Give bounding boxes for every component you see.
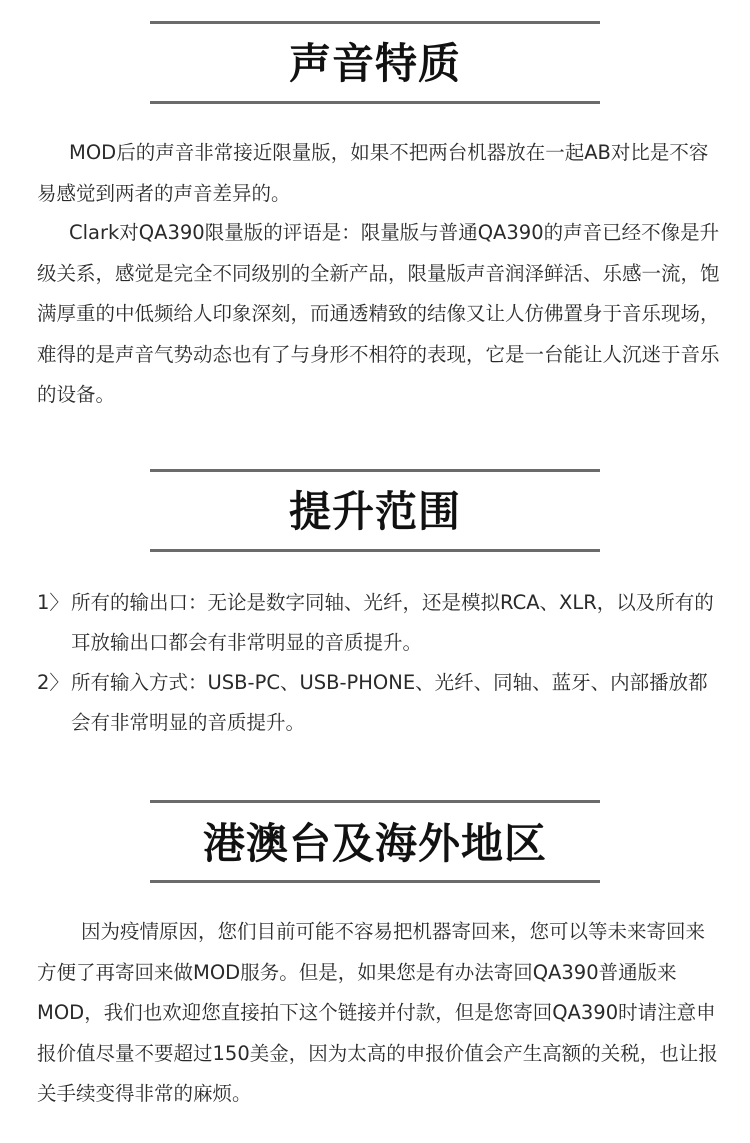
list-item-text: 所有输入方式：USB-PC、USB-PHONE、光纤、同轴、蓝牙、内部播放都会有非常明显的音质提升。 xyxy=(71,671,708,734)
list-marker: 2〉 xyxy=(37,671,69,694)
bottom-divider xyxy=(150,101,600,104)
section-heading: 港澳台及海外地区 xyxy=(202,819,547,868)
paragraph-mod-summary: MOD后的声音非常接近限量版，如果不把两台机器放在一起AB对比是不容易感觉到两者的声音差异的。 xyxy=(37,141,709,205)
top-divider xyxy=(150,469,600,472)
list-item-text: 所有的输出口：无论是数字同轴、光纤，还是模拟RCA、XLR，以及所有的耳放输出口都会有非常明显的音质提升。 xyxy=(71,591,714,654)
top-divider xyxy=(150,21,600,24)
bottom-divider xyxy=(150,880,600,883)
paragraph-clark-review: Clark对QA390限量版的评语是：限量版与普通QA390的声音已经不像是升级关系，感觉是完全不同级别的全新产品，限量版声音润泽鲜活、乐感一流，饱满厚重的中低频给人印象深刻，而通透精致的结像又让人仿佛置身于音乐现场，难得的是声音气势动态也有了与身形不相符的表现，它是一台能让人沉迷于音乐的设备。 xyxy=(37,221,720,406)
list-item-outputs xyxy=(37,583,723,663)
paragraph-overseas-notice: 因为疫情原因，您们目前可能不容易把机器寄回来，您可以等未来寄回来方便了再寄回来做MOD服务。但是，如果您是有办法寄回QA390普通版来MOD，我们也欢迎您直接拍下这个链接并付款，但是您寄回QA390时请注意申报价值尽量不要超过150美金，因为太高的申报价值会产生高额的关税，也让报关手续变得非常的麻烦。 xyxy=(37,920,718,1105)
section-heading: 提升范围 xyxy=(288,487,461,536)
section-heading: 声音特质 xyxy=(288,39,461,88)
list-marker: 1〉 xyxy=(37,591,69,614)
list-item-inputs xyxy=(37,663,723,743)
bottom-divider xyxy=(150,549,600,552)
top-divider xyxy=(150,800,600,803)
